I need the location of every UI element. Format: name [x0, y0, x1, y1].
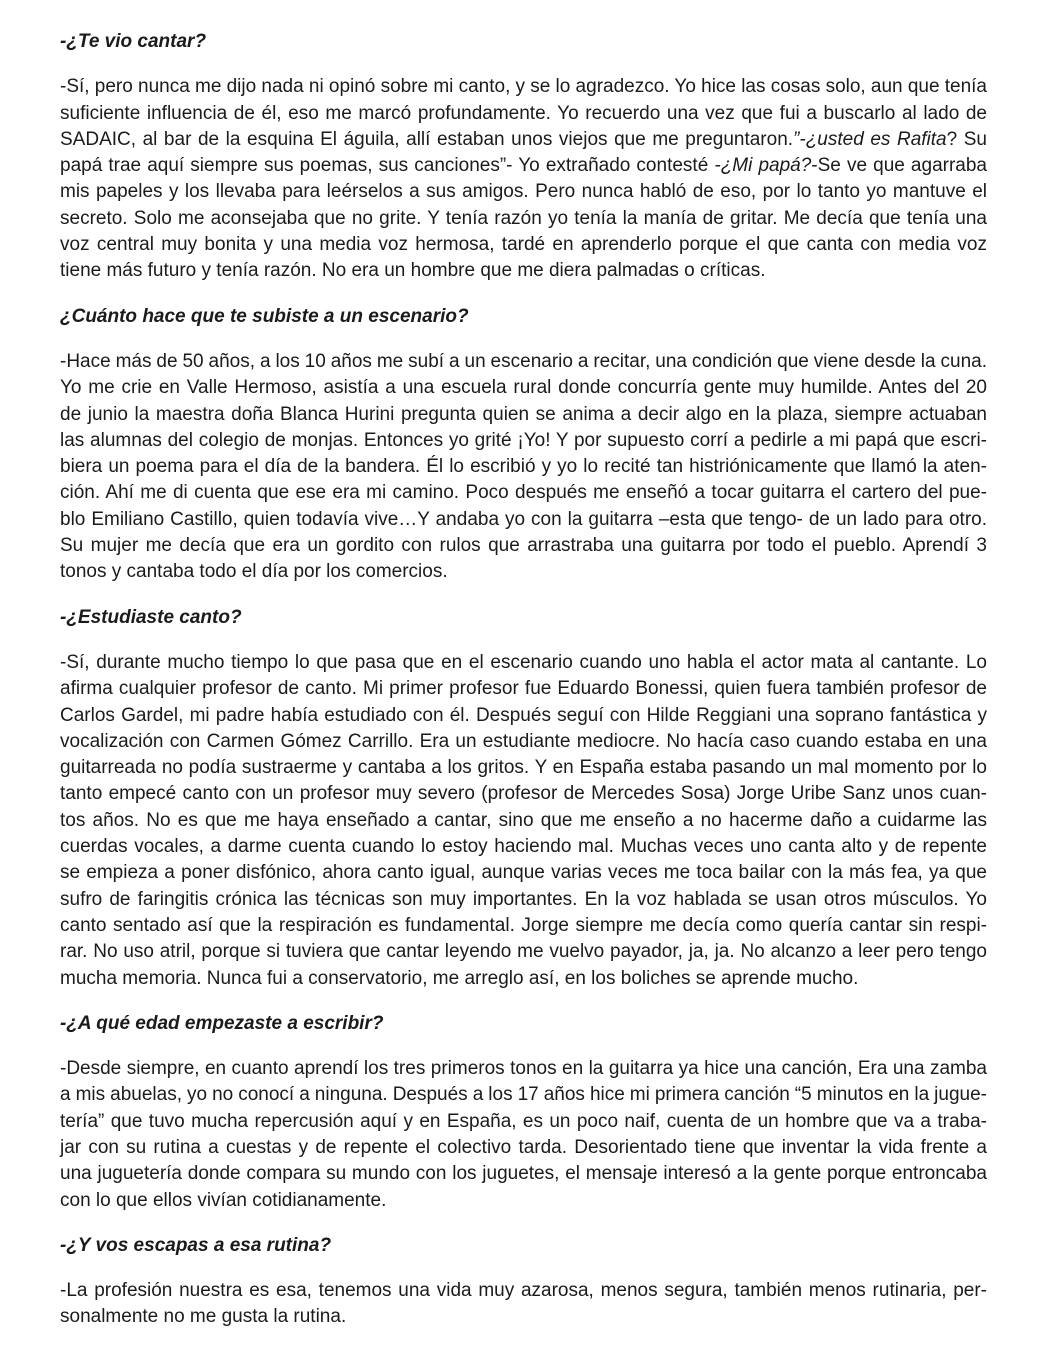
- answer-line: blo Emiliano Castillo, quien todavía vive…Y andaba yo con la guitarra –esta que tengo- de un lado para otro.: [60, 508, 987, 530]
- answer-line: suficiente influencia de él, eso me marcó profundamente. Yo recuerdo una vez que fui a buscarlo al lado de: [60, 102, 987, 124]
- answer-line: biera un poema para el día de la bandera. Él lo escribió y yo lo recité tan histriónicamente que llamó la aten-: [60, 456, 987, 478]
- answer-line: afirma cualquier profesor de canto. Mi primer profesor fue Eduardo Bonessi, quien fuera también profesor de: [60, 678, 987, 700]
- answer-line: canto sentado así que la respiración es fundamental. Jorge siempre me decía como quería cantar sin respi-: [60, 914, 987, 936]
- answer-paragraph: [60, 349, 987, 586]
- answer-line: se empieza a poner disfónico, ahora canto igual, aunque varias veces me toca bailar con la más fea, ya que: [60, 862, 987, 884]
- answer-line: Su mujer me decía que era un gordito con rulos que arrastraba una guitarra por todo el pueblo. Aprendí 3: [60, 535, 987, 557]
- answer-line: secreto. Solo me aconsejaba que no grite. Y tenía razón yo tenía la manía de gritar. Me decía que tenía una: [60, 207, 987, 229]
- text-segment: papá trae aquí siempre sus poemas, sus canciones”- Yo extrañado contesté: [60, 155, 715, 177]
- answer-paragraph: [60, 1056, 987, 1214]
- answer-line: -Hace más de 50 años, a los 10 años me subí a un escenario a recitar, una condición que viene desde la cuna.: [60, 350, 987, 372]
- answer-line: tanto empecé canto con un profesor muy severo (profesor de Mercedes Sosa) Jorge Uribe Sanz unos cuan-: [60, 783, 987, 805]
- answer-line: guitarreada no podía sustraerme y cantaba a los gritos. Y en España estaba pasando un mal momento por lo: [60, 757, 987, 779]
- text-segment: -Se ve que agarraba: [811, 155, 987, 177]
- answer-line: tos años. No es que me haya enseñado a cantar, sino que me enseño a no hacerme daño a cuidarme las: [60, 809, 987, 831]
- answer-line: Carlos Gardel, mi padre había estudiado con él. Después seguí con Hilde Reggiani una soprano fantástica y: [60, 704, 987, 726]
- answer-line: -Desde siempre, en cuanto aprendí los tres primeros tonos en la guitarra ya hice una canción, Era una zamba: [60, 1058, 987, 1080]
- answer-line: tería” que tuvo mucha repercusión aquí y en España, es un poco naif, cuenta de un hombre que va a traba-: [60, 1110, 987, 1132]
- answer-line: -Sí, durante mucho tiempo lo que pasa que en el escenario cuando uno habla el actor mata al cantante. Lo: [60, 651, 987, 673]
- answer-line: cuerdas vocales, a darme cuenta cuando lo estoy haciendo mal. Muchas veces uno canta alto y de repente: [60, 836, 987, 858]
- answer-line: -Sí, pero nunca me dijo nada ni opinó sobre mi canto, y se lo agradezco. Yo hice las cosas solo, aun que tenía: [60, 76, 987, 98]
- answer-line: de junio la maestra doña Blanca Hurini pregunta quien se anima a decir algo en la plaza, siempre actuaban: [60, 403, 987, 425]
- answer-line: sufro de faringitis crónica las técnicas son muy importantes. En la voz hablada se usan otros músculos. Yo: [60, 888, 987, 910]
- answer-line: [60, 127, 987, 153]
- answer-line: mucha memoria. Nunca fui a conservatorio, me arreglo así, en los boliches se aprende mucho.: [60, 967, 859, 989]
- answer-line: tiene más futuro y tenía razón. No era un hombre que me diera palmadas o críticas.: [60, 260, 766, 282]
- answer-line: rar. No uso atril, porque si tuviera que cantar leyendo me vuelvo payador, ja, ja. No alcanzo a leer pero tengo: [60, 941, 987, 963]
- answer-paragraph: [60, 650, 987, 992]
- answer-line: a mis abuelas, yo no conocí a ninguna. Después a los 17 años hice mi primera canción “5 minutos en la jugue-: [60, 1084, 987, 1106]
- answer-line: vocalización con Carmen Gómez Carrillo. Era un estudiante mediocre. No hacía caso cuando estaba en una: [60, 730, 987, 752]
- text-segment: ? Su: [946, 128, 987, 150]
- answer-line: tonos y cantaba todo el día por los comercios.: [60, 561, 448, 583]
- answer-paragraph: [60, 1278, 987, 1331]
- question-heading: ¿Cuánto hace que te subiste a un escenario?: [60, 305, 469, 327]
- answer-line: [60, 153, 987, 179]
- question-heading: -¿Estudiaste canto?: [60, 606, 242, 628]
- answer-line: -La profesión nuestra es esa, tenemos una vida muy azarosa, menos segura, también menos rutinaria, per-: [60, 1280, 987, 1302]
- answer-line: las alumnas del colegio de monjas. Entonces yo grité ¡Yo! Y por supuesto corrí a pedirle a mi papá que escri-: [60, 429, 987, 451]
- answer-paragraph: [60, 74, 987, 284]
- answer-line: voz central muy bonita y una media voz hermosa, tardé en aprenderlo porque el que canta con media voz: [60, 234, 987, 256]
- answer-line: mis papeles y los llevaba para leérselos a sus amigos. Pero nunca habló de eso, por lo tanto yo mantuve el: [60, 181, 987, 203]
- question-heading: -¿Y vos escapas a esa rutina?: [60, 1234, 332, 1256]
- italic-quote-segment: ”-¿usted es Rafita: [793, 128, 947, 150]
- answer-line: con lo que ellos vivían cotidianamente.: [60, 1189, 387, 1211]
- text-segment: SADAIC, al bar de la esquina El águila, allí estaban unos viejos que me preguntaron.: [60, 128, 794, 150]
- answer-line: una juguetería donde compara su mundo con los juguetes, el mensaje interesó a la gente porque entroncaba: [60, 1163, 987, 1185]
- italic-quote-segment: -¿Mi papá?: [714, 155, 812, 177]
- answer-line: ción. Ahí me di cuenta que ese era mi camino. Poco después me enseñó a tocar guitarra el cartero del pue-: [60, 482, 987, 504]
- answer-line: sonalmente no me gusta la rutina.: [60, 1306, 347, 1328]
- answer-line: jar con su rutina a cuestas y de repente el colectivo tarda. Desorientado tiene que inventar la vida frente a: [60, 1136, 987, 1158]
- interview-document: [60, 29, 987, 1350]
- question-heading: -¿A qué edad empezaste a escribir?: [60, 1012, 384, 1034]
- answer-line: Yo me crie en Valle Hermoso, asistía a una escuela rural donde concurría gente muy humilde. Antes del 20: [60, 377, 987, 399]
- question-heading: -¿Te vio cantar?: [60, 31, 207, 52]
